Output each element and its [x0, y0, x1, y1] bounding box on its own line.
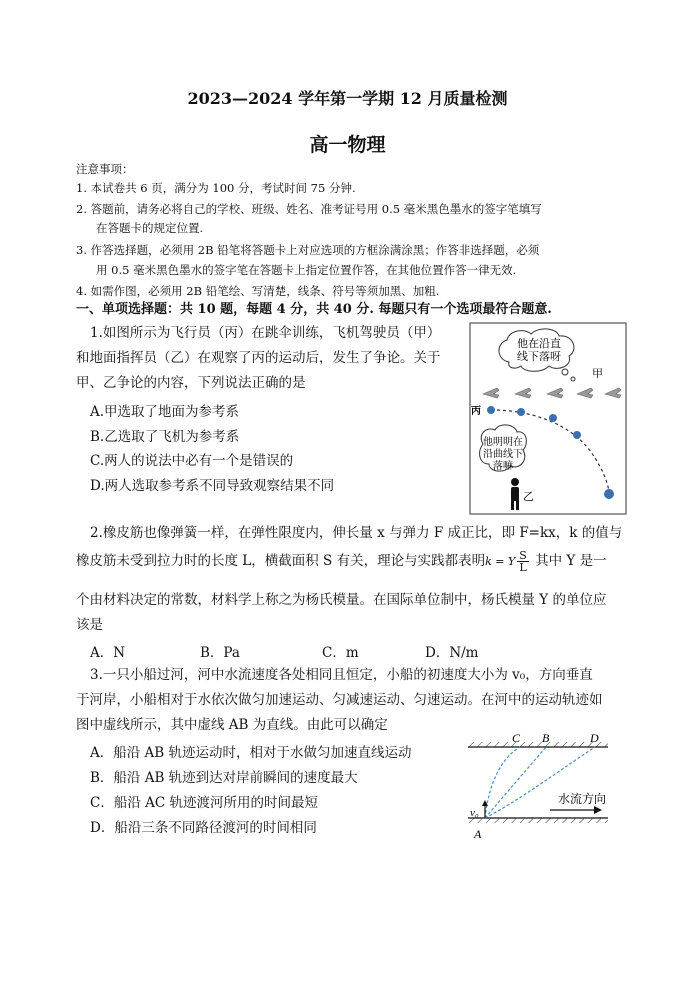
section-heading: 一、单项选择题：共 10 题，每题 4 分，共 40 分. 每题只有一个选项最符合题意. — [76, 302, 552, 317]
q1-option-c: C.两人的说法中必有一个是错误的 — [90, 453, 294, 469]
label-a: A — [474, 827, 482, 841]
note-item: 4. 如需作图，必须用 2B 铅笔绘、写清楚，线条、符号等须加黑、加粗. — [76, 284, 440, 298]
q2-text: 橡皮筋未受到拉力时的长度 L，横截面积 S 有关，理论与实践都表明 — [76, 553, 486, 569]
q3-figure — [460, 730, 620, 845]
label-bing: 丙 — [471, 406, 481, 417]
q1-stem-line: 和地面指挥员（乙）在观察了丙的运动后，发生了争论。关于 — [76, 350, 441, 366]
flow-arrowhead — [594, 806, 602, 814]
q3-stem-line: 3.一只小船过河，河中水流速度各处相同且恒定，小船的初速度大小为 v₀，方向垂直 — [90, 667, 593, 683]
bubble-top-line: 线下落呀 — [517, 351, 561, 363]
q2-stem-line: 该是 — [76, 617, 103, 633]
q3-stem-line: 于河岸，小船相对于水依次做匀加速运动、匀减速运动、匀速运动。在河中的运动轨迹如 — [76, 692, 603, 708]
exam-title: 2023—2024 学年第一学期 12 月质量检测 — [187, 89, 508, 108]
notes-heading: 注意事项： — [76, 162, 134, 176]
q1-stem-line: 甲、乙争论的内容，下列说法正确的是 — [76, 375, 306, 391]
q2-option-b: B．Pa — [200, 645, 240, 661]
bubble-bottom-line: 沿曲线下 — [483, 449, 523, 460]
q2-option-a: A．N — [90, 645, 126, 661]
note-item: 用 0.5 毫米黑色墨水的签字笔在答题卡上指定位置作答，在其他位置作答一律无效. — [96, 263, 517, 277]
q1-stem-line: 1.如图所示为飞行员（丙）在跳伞训练，飞机驾驶员（甲） — [90, 325, 441, 341]
label-b: B — [542, 731, 550, 745]
q1-figure — [469, 322, 627, 515]
q3-option-d: D．船沿三条不同路径渡河的时间相同 — [90, 820, 317, 836]
q2-option-d: D．N/m — [425, 645, 479, 661]
q1-option-a: A.甲选取了地面为参考系 — [90, 404, 240, 420]
parachutist-icon — [487, 406, 495, 414]
bubble-top-line: 他在沿直 — [517, 338, 561, 350]
label-v0: v₀ — [470, 807, 479, 819]
label-d: D — [590, 731, 599, 745]
path-ad — [485, 747, 595, 818]
frac-den: L — [519, 561, 527, 574]
label-jia: 甲 — [592, 368, 603, 380]
note-item: 在答题卡的规定位置. — [96, 221, 204, 235]
far-bank-hatch — [468, 742, 608, 747]
note-item: 3. 作答选择题，必须用 2B 铅笔将答题卡上对应选项的方框涂满涂黑；作答非选择题，必须 — [76, 243, 540, 257]
bubble-dot — [562, 369, 568, 375]
q2-formula-lhs: k = Y — [485, 555, 516, 568]
bubble-dot — [571, 377, 575, 381]
near-bank-hatch — [468, 818, 608, 823]
q2-stem-line: 个由材料决定的常数，材料学上称之为杨氏模量。在国际单位制中，杨氏模量 Y 的单位应 — [76, 592, 607, 608]
label-c: C — [512, 731, 521, 745]
frac-num: S — [519, 549, 527, 562]
flow-direction-label: 水流方向 — [558, 792, 607, 806]
q2-option-c: C．m — [322, 645, 359, 661]
q2-stem-line — [76, 550, 607, 573]
q3-stem-line: 图中虚线所示，其中虚线 AB 为直线。由此可以确定 — [76, 717, 388, 733]
path-ab — [485, 747, 546, 818]
parachutist-icon — [517, 408, 525, 416]
parachutist-icon — [573, 431, 581, 439]
label-yi: 乙 — [523, 491, 534, 503]
q1-option-b: B.乙选取了飞机为参考系 — [90, 429, 240, 445]
bubble-bottom-line: 落嘛 — [493, 461, 513, 472]
q3-option-a: A．船沿 AB 轨迹运动时，相对于水做匀加速直线运动 — [90, 745, 412, 761]
q1-option-d: D.两人选取参考系不同导致观察结果不同 — [90, 478, 335, 494]
parachutist-icon — [549, 414, 557, 422]
note-item: 1. 本试卷共 6 页，满分为 100 分，考试时间 75 分钟. — [76, 181, 356, 195]
q2-text: 其中 Y 是一 — [530, 553, 607, 569]
parachutist-icon — [604, 489, 614, 499]
q2-stem-line: 2.橡皮筋也像弹簧一样，在弹性限度内，伸长量 x 与弹力 F 成正比，即 F=kx，k 的值与 — [90, 525, 623, 541]
q2-formula-fraction — [517, 550, 529, 573]
note-item: 2. 答题前，请务必将自己的学校、班级、姓名、准考证号用 0.5 毫米黑色墨水的签字笔填写 — [76, 202, 542, 216]
q3-option-c: C．船沿 AC 轨迹渡河所用的时间最短 — [90, 795, 318, 811]
q3-option-b: B．船沿 AB 轨迹到达对岸前瞬间的速度最大 — [90, 770, 358, 786]
subject-title: 高一物理 — [309, 134, 386, 156]
bubble-bottom-line: 他明明在 — [483, 437, 523, 448]
